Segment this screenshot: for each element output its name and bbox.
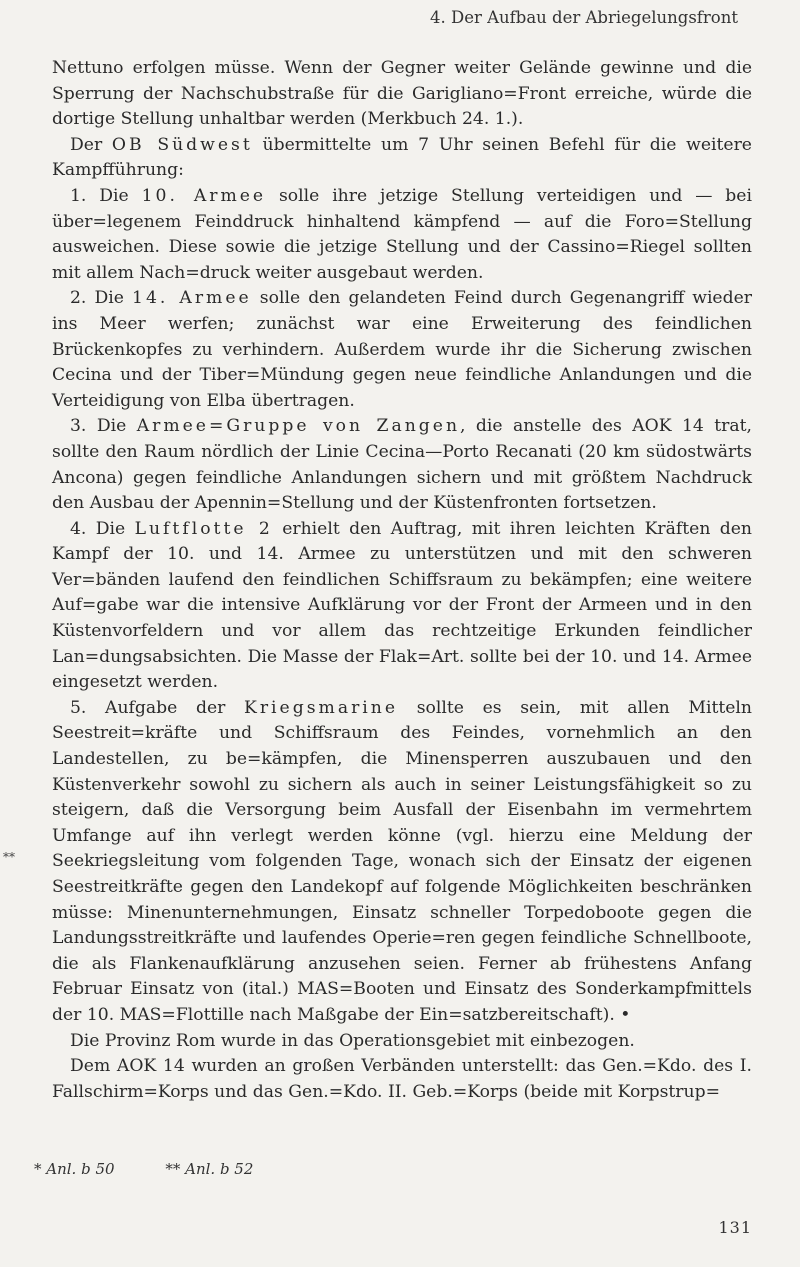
paragraph-provinz-rom: Die Provinz Rom wurde in das Operationsgebiet mit einbezogen.	[70, 1030, 635, 1051]
text-run: , die anstelle des AOK 14 trat, sollte den Raum nördlich der Linie Cecina—Porto Recanati (20 km südostwärts Ancona) gegen feindliche Anlandungen sichern und mit größtem Nachdruck den Ausbau der Apennin=Stellung und der Küstenfronten fortsetzen.	[52, 416, 752, 514]
order-item-4	[52, 517, 752, 696]
order-item-3	[52, 414, 752, 516]
text-run: 1. Die	[70, 185, 142, 206]
text-run: übermittelte um 7 Uhr seinen Befehl für die weitere Kampfführung:	[52, 134, 752, 181]
text-run: 3. Die	[70, 416, 137, 437]
page-number: 131	[718, 1218, 752, 1237]
text-run: solle ihre jetzige Stellung verteidigen und — bei über=legenem Feinddruck hinhaltend kämpfend — auf die Foro=Stellung ausweichen. Diese sowie die jetzige Stellung und der Cassino=Riegel sollten mit allem Nach=druck weiter ausgebaut werden.	[52, 185, 752, 283]
spaced-term-14-armee: 14. Armee	[132, 288, 252, 309]
paragraph-nettuno: Nettuno erfolgen müsse. Wenn der Gegner weiter Gelände gewinne und die Sperrung der Nachschubstraße für die Garigliano=Front erreiche, würde die dortige Stellung unhaltbar werden (Merkbuch 24. 1.).	[52, 58, 752, 130]
paragraph-aok-14: Dem AOK 14 wurden an großen Verbänden unterstellt: das Gen.=Kdo. des I. Fallschirm=Korps und das Gen.=Kdo. II. Geb.=Korps (beide mit Korpstrup=	[52, 1056, 752, 1102]
spaced-term-kriegsmarine: Kriegsmarine	[244, 697, 399, 718]
text-run: 2. Die	[70, 288, 133, 309]
paragraph-ob-suedwest	[52, 133, 752, 184]
text-run: Der	[70, 134, 112, 155]
order-item-2	[52, 286, 752, 414]
footnote-1: * Anl. b 50	[34, 1160, 115, 1178]
text-run: solle den gelandeten Feind durch Gegenangriff wieder ins Meer werfen; zunächst war eine Erweiterung des feindlichen Brückenkopfes zu verhindern. Außerdem wurde ihr die Sicherung zwischen Cecina und der Tiber=Mündung gegen neue feindliche Anlandungen und die Verteidigung von Elba übertragen.	[52, 288, 752, 411]
text-run: sollte es sein, mit allen Mitteln Seestreit=kräfte und Schiffsraum des Feindes, vornehmlich an den Landestellen, zu be=kämpfen, die Minensperren auszubauen und den Küstenverkehr sowohl zu sichern als auch in seiner Leistungsfähigkeit so zu steigern, daß die Versorgung beim Ausfall der Eisenbahn im vermehrtem Umfange auf ihn verlegt werden könne (vgl. hierzu eine Meldung der Seekriegsleitung vom folgenden Tage, wonach sich der Einsatz der eigenen Seestreitkräfte gegen den Landekopf auf folgende Möglichkeiten beschränken müsse: Minenunternehmungen, Einsatz schneller Torpedoboote gegen die Landungsstreitkräfte und laufendes Operie=ren gegen feindliche Schnellboote, die als Flankenaufklärung anzusehen seien. Ferner ab frühestens Anfang Februar Einsatz von (ital.) MAS=Booten und Einsatz des Sonderkampfmittels der 10. MAS=Flottille nach Maßgabe der Ein=satzbereitschaft).	[52, 697, 752, 1025]
spaced-term-10-armee: 10. Armee	[141, 185, 267, 206]
body-text	[52, 56, 752, 1105]
footnote-2: ** Anl. b 52	[165, 1160, 254, 1178]
spaced-term-armee-gruppe: Armee=Gruppe von Zangen	[136, 416, 461, 437]
margin-mark: **	[3, 850, 15, 864]
text-run: 5. Aufgabe der	[70, 697, 244, 718]
text-run: 4. Die	[70, 518, 135, 539]
footnotes	[34, 1160, 299, 1178]
order-item-5	[52, 696, 752, 1029]
bullet-mark: •	[614, 1004, 631, 1025]
running-header: 4. Der Aufbau der Abriegelungsfront	[430, 8, 738, 27]
order-item-1	[52, 184, 752, 286]
spaced-term-luftflotte: Luftflotte 2	[134, 518, 273, 539]
text-run: erhielt den Auftrag, mit ihren leichten Kräften den Kampf der 10. und 14. Armee zu unterstützen und mit den schweren Ver=bänden laufend den feindlichen Schiffsraum zu bekämpfen; eine weitere Auf=gabe war die intensive Aufklärung vor der Front der Armeen und in den Küstenvorfeldern und vor allem das rechtzeitige Erkunden feindlicher Lan=dungsabsichten. Die Masse der Flak=Art. sollte bei der 10. und 14. Armee eingesetzt werden.	[52, 518, 752, 693]
spaced-term-ob-suedwest: OB Südwest	[111, 134, 253, 155]
